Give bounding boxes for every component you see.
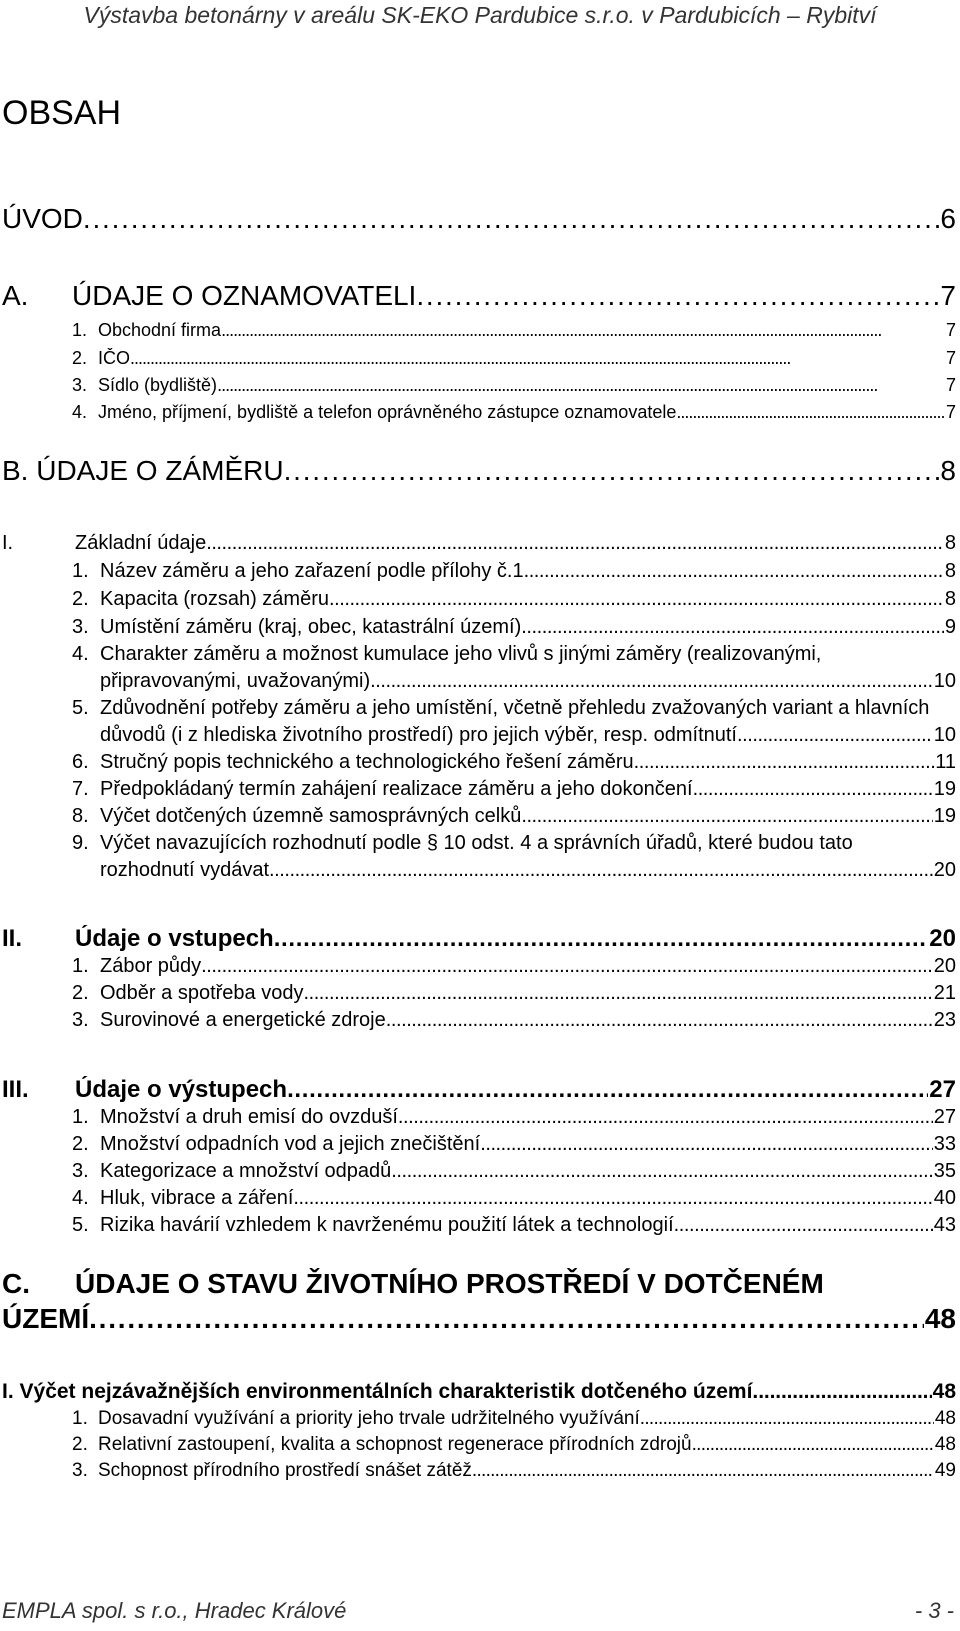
running-header: Výstavba betonárny v areálu SK-EKO Pardubice s.r.o. v Pardubicích – Rybitví [83,2,877,28]
page-title: OBSAH [2,94,122,132]
toc-entry-c-i-3[interactable]: 3. Schopnost přírodního prostředí snášet zátěž . . . 49 [72,1460,956,1482]
toc-entry-b-i-8[interactable]: 8. Výčet dotčených územně samosprávných celků . . . 19 [72,805,956,828]
toc-entry-c-i[interactable]: I. Výčet nejzávažnějších environmentálních charakteristik dotčeného území. . . . 48 [2,1380,956,1404]
toc-entry-b-ii-2[interactable]: 2. Odběr a spotřeba vody . . . 21 [72,982,956,1005]
toc-entry-b-i[interactable]: I. Základní údaje . . . 8 [2,532,956,555]
toc-entry-b-i-5-cont[interactable]: důvodů (i z hlediska životního prostředí) pro jejich výběr, resp. odmítnutí . . . 10 [100,724,956,747]
toc-entry-b-ii-3[interactable]: 3. Surovinové a energetické zdroje . . . 23 [72,1009,956,1032]
toc-entry-b-i-6[interactable]: 6. Stručný popis technického a technologického řešení záměru . . . 11 [72,751,956,774]
toc-entry-b-iii-4[interactable]: 4. Hluk, vibrace a záření . . . 40 [72,1187,956,1210]
toc-entry-section-b[interactable]: B. ÚDAJE O ZÁMĚRU . . . 8 [2,455,956,487]
toc-entry-section-c[interactable]: C. ÚDAJE O STAVU ŽIVOTNÍHO PROSTŘEDÍ V DOTČENÉM [2,1268,824,1299]
toc-entry-b-i-1[interactable]: 1. Název záměru a jeho zařazení podle přílohy č.1 . . . 8 [72,560,956,583]
toc-entry-a-2[interactable]: 2. IČO . . . 7 [72,348,956,369]
footer-company: EMPLA spol. s r.o., Hradec Králové [2,1598,347,1623]
toc-entry-a-4[interactable]: 4. Jméno, příjmení, bydliště a telefon oprávněného zástupce oznamovatele . . . 7 [72,402,956,423]
toc-entry-b-ii-1[interactable]: 1. Zábor půdy . . . 20 [72,955,956,978]
toc-entry-b-i-3[interactable]: 3. Umístění záměru (kraj, obec, katastrální území) . . . 9 [72,616,956,639]
toc-entry-b-ii[interactable]: II. Údaje o vstupech . . . 20 [2,925,956,953]
toc-entry-section-a[interactable]: A. ÚDAJE O OZNAMOVATELI . . . 7 [2,280,956,312]
toc-entry-b-i-5[interactable]: 5. Zdůvodnění potřeby záměru a jeho umístění, včetně přehledu zvažovaných variant a hlavních [72,697,930,719]
toc-entry-uvod[interactable]: ÚVOD . . . 6 [2,203,956,235]
toc-entry-b-iii[interactable]: III. Údaje o výstupech . . . 27 [2,1076,956,1104]
toc-entry-a-1[interactable]: 1. Obchodní firma . . . 7 [72,320,956,341]
toc-entry-b-i-7[interactable]: 7. Předpokládaný termín zahájení realizace záměru a jeho dokončení . . . 19 [72,778,956,801]
toc-entry-b-i-4[interactable]: 4. Charakter záměru a možnost kumulace jeho vlivů s jinými záměry (realizovanými, [72,643,822,665]
toc-entry-c-i-2[interactable]: 2. Relativní zastoupení, kvalita a schopnost regenerace přírodních zdrojů . . . 48 [72,1434,956,1456]
toc-entry-b-iii-3[interactable]: 3. Kategorizace a množství odpadů . . . 35 [72,1160,956,1183]
page-number: - 3 - [914,1598,954,1623]
toc-entry-b-i-4-cont[interactable]: připravovanými, uvažovanými) . . . 10 [100,670,956,693]
toc-entry-b-iii-5[interactable]: 5. Rizika havárií vzhledem k navrženému použití látek a technologií . . . 43 [72,1214,956,1237]
toc-entry-b-iii-1[interactable]: 1. Množství a druh emisí do ovzduší . . . 27 [72,1106,956,1129]
toc-entry-c-i-1[interactable]: 1. Dosavadní využívání a priority jeho trvale udržitelného využívání . . . 48 [72,1408,956,1430]
toc-entry-b-i-9[interactable]: 9. Výčet navazujících rozhodnutí podle § 10 odst. 4 a správních úřadů, které budou tato [72,832,853,854]
toc-entry-section-c-cont[interactable]: ÚZEMÍ . . . 48 [2,1303,956,1335]
toc-entry-b-iii-2[interactable]: 2. Množství odpadních vod a jejich znečištění . . . 33 [72,1133,956,1156]
toc-entry-b-i-9-cont[interactable]: rozhodnutí vydávat . . . 20 [100,859,956,882]
toc-entry-b-i-2[interactable]: 2. Kapacita (rozsah) záměru . . . 8 [72,588,956,611]
toc-entry-a-3[interactable]: 3. Sídlo (bydliště) . . . 7 [72,375,956,396]
